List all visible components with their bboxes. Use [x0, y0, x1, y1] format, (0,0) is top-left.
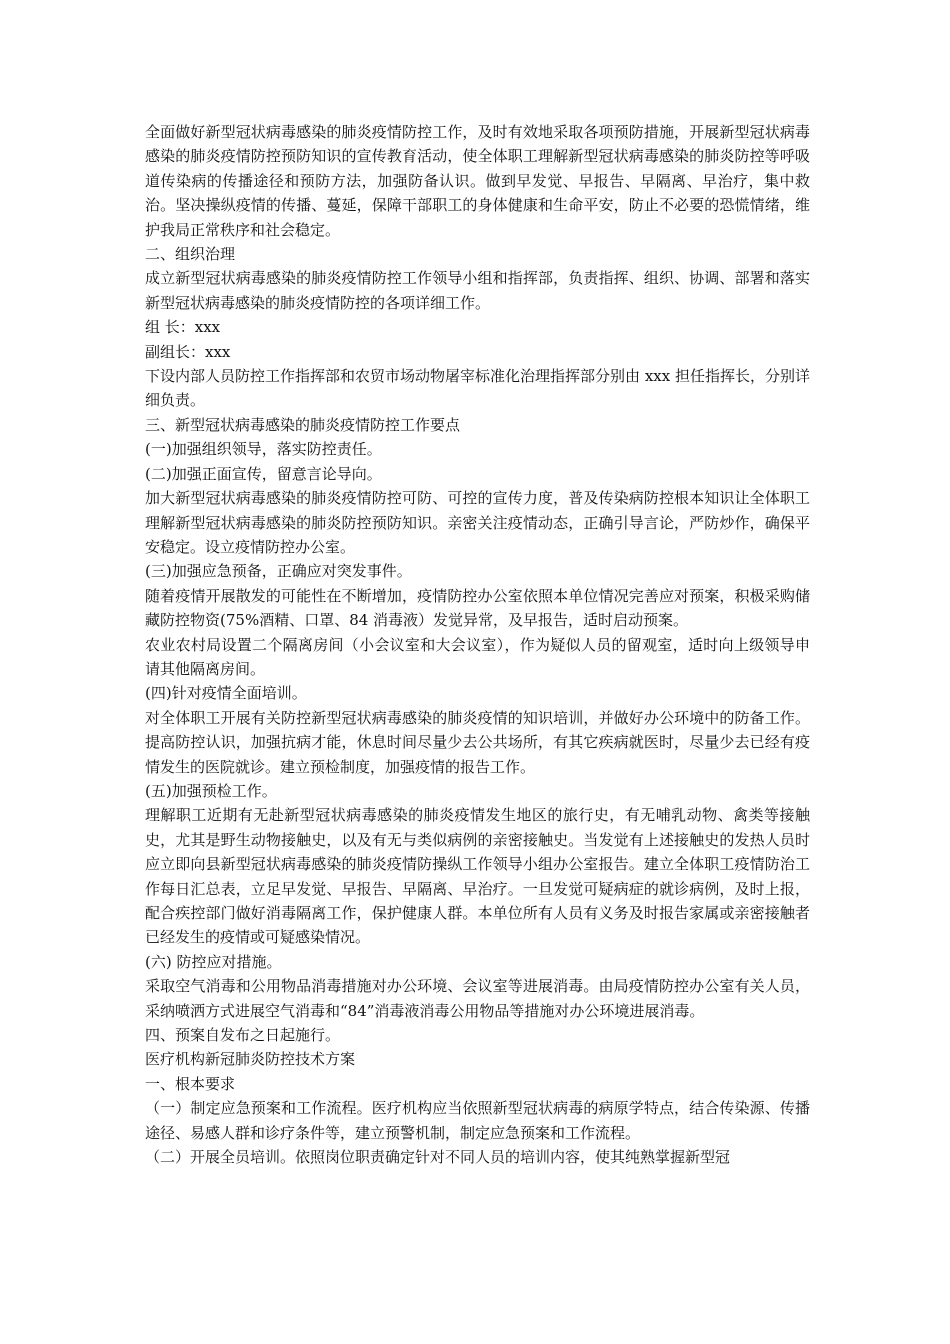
paragraph-isolation-rooms: 农业农村局设置二个隔离房间（小会议室和大会议室），作为疑似人员的留观室，适时向上级领导申请其他隔离房间。	[145, 635, 810, 678]
paragraph-publicity: 加大新型冠状病毒感染的肺炎疫情防控可防、可控的宣传力度，普及传染病防控根本知识让全体职工理解新型冠状病毒感染的肺炎防控预防知识。亲密关注疫情动态，正确引导言论，严防炒作，确保平安稳定。设立疫情防控办公室。	[145, 489, 810, 556]
subheading-6: (六) 防控应对措施。	[145, 952, 282, 971]
subheading-1: (一)加强组织领导，落实防控责任。	[145, 440, 382, 459]
subheading-5: (五)加强预检工作。	[145, 781, 277, 800]
paragraph-disinfection: 采取空气消毒和公用物品消毒措施对办公环境、会议室等进展消毒。由局疫情防控办公室有关人员，采纳喷洒方式进展空气消毒和“84”消毒液消毒公用物品等措施对办公环境进展消毒。	[145, 977, 810, 1020]
section-heading-effective: 四、预案自发布之日起施行。	[145, 1026, 341, 1045]
paragraph-emergency-plan: （一）制定应急预案和工作流程。医疗机构应当依照新型冠状病毒的病原学特点，结合传染源、传播途径、易感人群和诊疗条件等，建立预警机制，制定应急预案和工作流程。	[145, 1099, 810, 1142]
paragraph-staff-training: （二）开展全员培训。依照岗位职责确定针对不同人员的培训内容，使其纯熟掌握新型冠	[145, 1148, 731, 1167]
paragraph-leadership-group: 成立新型冠状病毒感染的肺炎疫情防控工作领导小组和指挥部，负责指挥、组织、协调、部署和落实新型冠状病毒感染的肺炎疫情防控的各项详细工作。	[145, 269, 810, 312]
deputy-leader-line: 副组长：xxx	[145, 342, 231, 361]
document-subtitle: 医疗机构新冠肺炎防控技术方案	[145, 1050, 356, 1069]
section-heading-organization: 二、组织治理	[145, 245, 236, 264]
paragraph-emergency-prep: 随着疫情开展散发的可能性在不断增加，疫情防控办公室依照本单位情况完善应对预案，积极采购储藏防控物资(75%酒精、口罩、84 消毒液）发觉异常，及早报告，适时启动预案。	[145, 586, 810, 630]
subheading-4: (四)针对疫情全面培训。	[145, 684, 307, 703]
section-heading-basic-requirements: 一、根本要求	[145, 1074, 236, 1093]
paragraph-pre-screening: 理解职工近期有无赴新型冠状病毒感染的肺炎疫情发生地区的旅行史，有无哺乳动物、禽类等接触史，尤其是野生动物接触史，以及有无与类似病例的亲密接触史。当发觉有上述接触史的发热人员时应立即向县新型冠状病毒感染的肺炎疫情防操纵工作领导小组办公室报告。建立全体职工疫情防治工作每日汇总表，立足早发觉、早报告、早隔离、早治疗。一旦发觉可疑病症的就诊病例，及时上报，配合疾控部门做好消毒隔离工作，保护健康人群。本单位所有人员有义务及时报告家属或亲密接触者已经发生的疫情或可疑感染情况。	[145, 806, 810, 947]
subheading-2: (二)加强正面宣传，留意言论导向。	[145, 464, 382, 483]
subheading-3: (三)加强应急预备，正确应对突发事件。	[145, 562, 412, 581]
section-heading-key-points: 三、新型冠状病毒感染的肺炎疫情防控工作要点	[145, 415, 461, 434]
paragraph-training: 对全体职工开展有关防控新型冠状病毒感染的肺炎疫情的知识培训，并做好办公环境中的防备工作。提高防控认识，加强抗病才能，休息时间尽量少去公共场所，有其它疾病就医时，尽量少去已经有疫情发生的医院就诊。建立预检制度，加强疫情的报告工作。	[145, 708, 810, 776]
group-leader-line: 组 长：xxx	[145, 318, 221, 337]
document-body	[145, 120, 810, 1169]
paragraph-intro: 全面做好新型冠状病毒感染的肺炎疫情防控工作，及时有效地采取各项预防措施，开展新型冠状病毒感染的肺炎疫情防控预防知识的宣传教育活动，使全体职工理解新型冠状病毒感染的肺炎防控等呼吸道传染病的传播途径和预防方法，加强防备认识。做到早发觉、早报告、早隔离、早治疗，集中救治。坚决操纵疫情的传播、蔓延，保障干部职工的身体健康和生命平安，防止不必要的恐慌情绪，维护我局正常秩序和社会稳定。	[145, 123, 810, 239]
paragraph-command-units: 下设内部人员防控工作指挥部和农贸市场动物屠宰标准化治理指挥部分别由 xxx 担任指挥长，分别详细负责。	[145, 367, 810, 410]
